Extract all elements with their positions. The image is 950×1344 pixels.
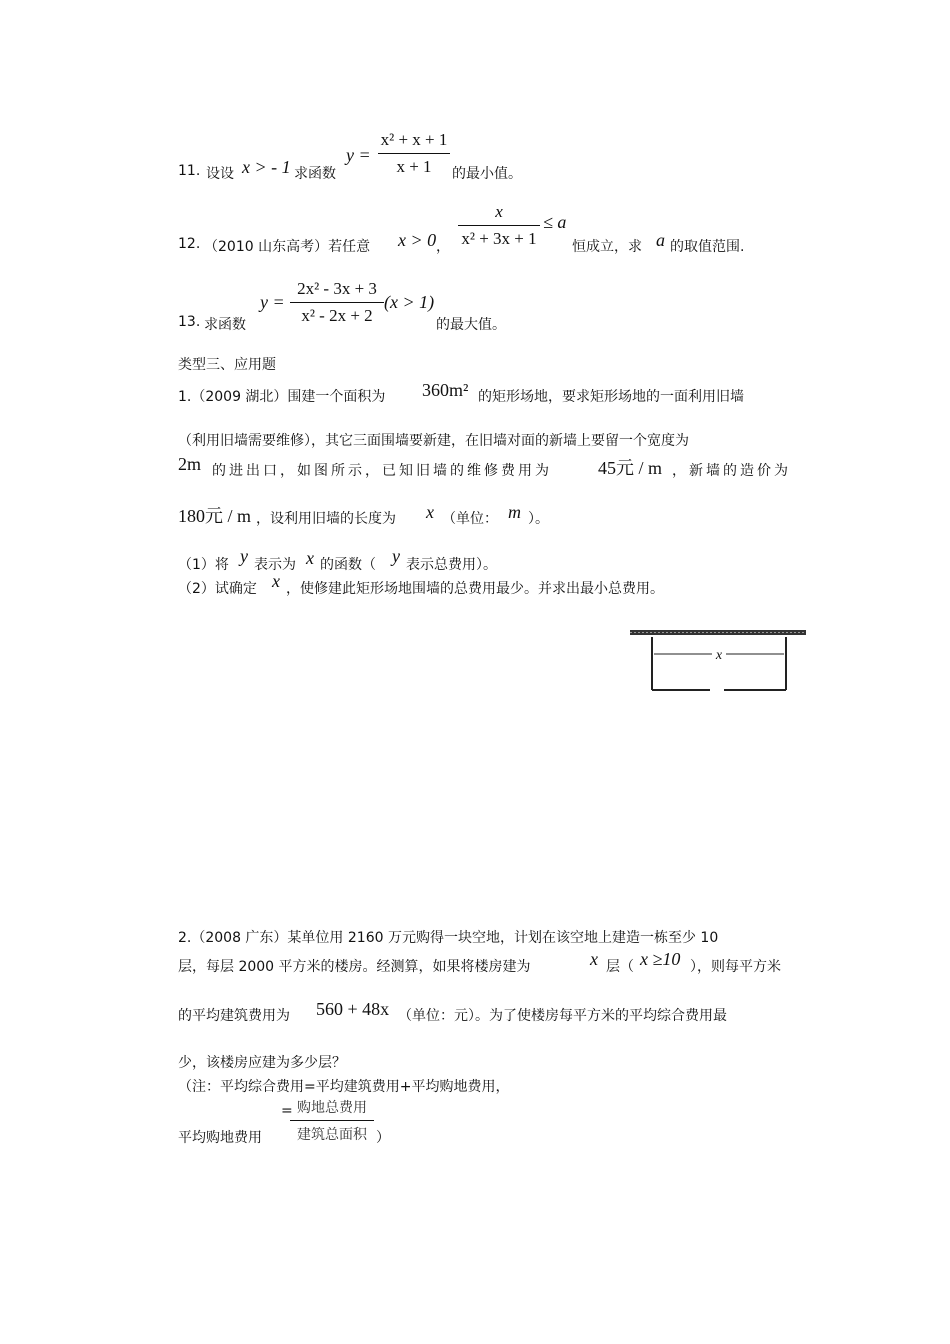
p12-numerator: x [495, 202, 503, 221]
app1-line3-b: ，新墙的造价为 [672, 463, 791, 479]
p11-number: 11. [178, 163, 201, 179]
p13-number: 13. [178, 314, 201, 330]
app1-q2-b: ，使修建此矩形场地围墙的总费用最少。并求出最小总费用。 [286, 581, 664, 597]
app1-q1-d: 表示总费用）。 [406, 557, 497, 573]
app1-q2-x: x [272, 571, 280, 591]
app1-q1-c: 的函数（ [320, 557, 376, 573]
app1-line4-unit: m [508, 502, 521, 522]
app2-line2-condition: x ≥10 [640, 949, 681, 969]
app2-fraction-numerator: 购地总费用 [297, 1100, 367, 1116]
p11-lead: 设设 [206, 166, 234, 182]
app1-line4-new-cost: 180元 / m [178, 506, 252, 526]
app2-note-line1: （注：平均综合费用=平均建筑费用+平均购地费用， [178, 1079, 510, 1095]
app1-line4-b: （单位： [442, 511, 498, 527]
app1-line1-a: 1.（2009 湖北）围建一个面积为 [178, 389, 386, 405]
app1-line3-a: 的进出口，如图所示，已知旧墙的维修费用为 [212, 463, 552, 479]
app1-q1-a: （1）将 [178, 557, 229, 573]
p11-fraction [378, 130, 450, 177]
app2-line2-d: ），则每平方米 [690, 959, 781, 975]
section-title: 类型三、应用题 [178, 357, 276, 373]
app1-q1-y: y [240, 546, 248, 566]
p12-tail1: 恒成立，求 [572, 239, 642, 255]
app1-line4-a: ，设利用旧墙的长度为 [256, 511, 396, 527]
app2-note-line2-b: ） [376, 1130, 390, 1146]
app1-line3-repair-cost: 45元 / m [598, 458, 663, 478]
wall-figure [626, 624, 812, 696]
p12-condition: x > 0 [398, 230, 437, 250]
p12-var: a [656, 230, 665, 250]
app1-line4-x: x [426, 502, 434, 522]
app2-line3-a: 的平均建筑费用为 [178, 1008, 290, 1024]
app1-line2: （利用旧墙需要维修），其它三面围墙要新建，在旧墙对面的新墙上要留一个宽度为 [178, 433, 689, 449]
p12-number: 12. [178, 236, 201, 252]
p11-condition: x > - 1 [242, 157, 291, 177]
app2-line3-b: （单位：元）。为了使楼房每平方米的平均综合费用最 [398, 1008, 727, 1024]
app1-line1-b: 的矩形场地，要求矩形场地的一面利用旧墙 [478, 389, 744, 405]
p12-source: （2010 山东高考）若任意 [204, 239, 371, 255]
app1-q1-b: 表示为 [254, 557, 296, 573]
app2-line2-x: x [590, 949, 598, 969]
p11-mid: 求函数 [294, 166, 336, 182]
length-label: x [715, 648, 723, 663]
app1-line1-area: 360m² [422, 380, 469, 400]
p11-denominator: x + 1 [396, 157, 432, 176]
app1-q1-x: x [306, 548, 314, 568]
p12-fraction [458, 202, 540, 249]
p12-comma: ， [436, 239, 450, 255]
app2-fraction-denominator: 建筑总面积 [297, 1127, 367, 1143]
app2-land-cost-fraction [290, 1097, 374, 1144]
p12-tail2: 的取值范围. [670, 239, 745, 255]
p11-numerator: x² + x + 1 [380, 130, 448, 149]
p13-func-y: y = [260, 292, 285, 312]
p13-numerator: 2x² - 3x + 3 [297, 279, 377, 298]
p13-lead: 求函数 [204, 317, 246, 333]
p13-denominator: x² - 2x + 2 [301, 306, 373, 325]
app1-line3-width: 2m [178, 454, 202, 474]
p12-leq: ≤ a [543, 212, 567, 232]
p13-tail: 的最大值。 [436, 317, 506, 333]
p12-denominator: x² + 3x + 1 [461, 229, 537, 248]
app2-line2-a: 层，每层 2000 平方米的楼房。经测算，如果将楼房建为 [178, 959, 531, 975]
p13-fraction [290, 279, 384, 326]
p11-func-y: y = [346, 145, 371, 165]
app1-q2-a: （2）试确定 [178, 581, 257, 597]
app1-line4-c: ）。 [528, 511, 549, 527]
app2-note-line2-a: 平均购地费用 [178, 1130, 262, 1146]
app1-q1-y2: y [392, 546, 400, 566]
app2-line2-b: 层（ [606, 959, 634, 975]
app2-line3-cost: 560 + 48x [316, 999, 390, 1019]
app2-equals: = [281, 1103, 293, 1119]
p11-tail: 的最小值。 [452, 166, 522, 182]
app2-line4: 少，该楼房应建为多少层？ [178, 1055, 346, 1071]
app2-line1: 2.（2008 广东）某单位用 2160 万元购得一块空地，计划在该空地上建造一栋至少 10 [178, 930, 719, 946]
p13-condition: (x > 1) [384, 292, 435, 312]
